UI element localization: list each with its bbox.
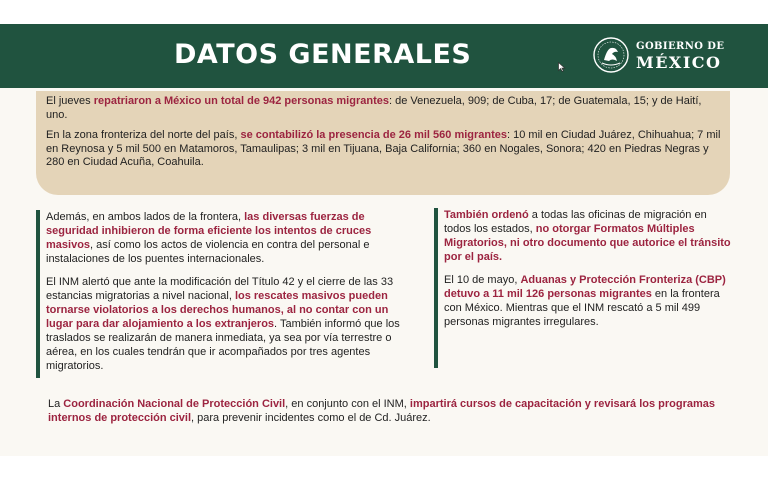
summary-box — [36, 91, 730, 195]
logo-text-gobierno: GOBIERNO DE — [636, 41, 725, 52]
highlight-text: se contabilizó la presencia de 26 mil 560 migrantes — [240, 129, 508, 141]
right-column — [434, 208, 736, 368]
security-forces-paragraph: Además, en ambos lados de la frontera, las diversas fuerzas de seguridad inhibieron de forma eficiente los intentos de cruces masivos, así como los actos de violencia en contra del personal e instalaciones de los puentes internacionales. — [46, 211, 372, 265]
repatriation-paragraph: El jueves repatriaron a México un total de 942 personas migrantes: de Venezuela, 909; de Cuba, 17; de Guatemala, 15; y de Haití, uno. — [46, 95, 702, 121]
inm-alert-paragraph: El INM alertó que ante la modificación del Título 42 y el cierre de las 33 estancias migratorias a nivel nacional, los rescates masivos pueden tornarse violatorios a los derechos humanos, al no contar con un lugar para dar alojamiento a los extranjeros. También informó que los traslados se realizarán de manera inmediata, ya sea por vía terrestre o aérea, en los cuales tendrán que ir acompañados por tres agentes migratorios. — [46, 276, 400, 372]
highlight-text: Coordinación Nacional de Protección Civil — [63, 398, 286, 410]
page-title: DATOS GENERALES — [174, 39, 472, 70]
left-column — [36, 210, 418, 378]
border-zone-paragraph: En la zona fronteriza del norte del país, se contabilizó la presencia de 26 mil 560 migrantes: 10 mil en Ciudad Juárez, Chihuahua; 7 mil en Reynosa y 5 mil 500 en Matamoros, Tamaulipas; 3 mil en Tijuana, Baja California; 360 en Nogales, Sonora; 420 en Piedras Negras y 280 en Ciudad Acuña, Coahuila. — [46, 129, 721, 168]
presentation-slide — [0, 24, 768, 456]
inm-order-paragraph: También ordenó a todas las oficinas de migración en todos los estados, no otorgar Formatos Múltiples Migratorios, ni otro documento que autorice el tránsito por el país. — [444, 209, 731, 263]
gobierno-de-mexico-logo — [592, 36, 752, 76]
highlight-text: También ordenó — [444, 209, 529, 221]
cbp-paragraph: El 10 de mayo, Aduanas y Protección Fronteriza (CBP) detuvo a 11 mil 126 personas migrantes en la frontera con México. Mientras que el INM rescató a 5 mil 499 personas migrantes irregulares. — [444, 274, 726, 328]
highlight-text: repatriaron a México un total de 942 personas migrantes — [93, 95, 389, 107]
mouse-pointer-icon — [558, 62, 566, 72]
highlight-text: impartirá cursos de capacitación y revisará los programas internos de protección civil — [48, 398, 715, 424]
highlight-text: las diversas fuerzas de seguridad inhibieron de forma eficiente los intentos de cruces masivos — [46, 211, 372, 251]
civil-protection-paragraph: La Coordinación Nacional de Protección Civil, en conjunto con el INM, impartirá cursos de capacitación y revisará los programas internos de protección civil, para prevenir incidentes como el de Cd. Juárez. — [48, 398, 715, 424]
logo-text-mexico: MÉXICO — [636, 53, 722, 72]
mexico-coat-of-arms-icon — [592, 36, 630, 74]
highlight-text: Aduanas y Protección Fronteriza (CBP) detuvo a 11 mil 126 personas migrantes — [444, 274, 726, 300]
highlight-text: no otorgar Formatos Múltiples Migratorios, ni otro documento que autorice el tránsito por el país. — [444, 223, 731, 263]
highlight-text: los rescates masivos pueden tornarse violatorios a los derechos humanos, al no contar con un lugar para dar alojamiento a los extranjeros — [46, 290, 389, 330]
slide-header — [0, 24, 768, 88]
